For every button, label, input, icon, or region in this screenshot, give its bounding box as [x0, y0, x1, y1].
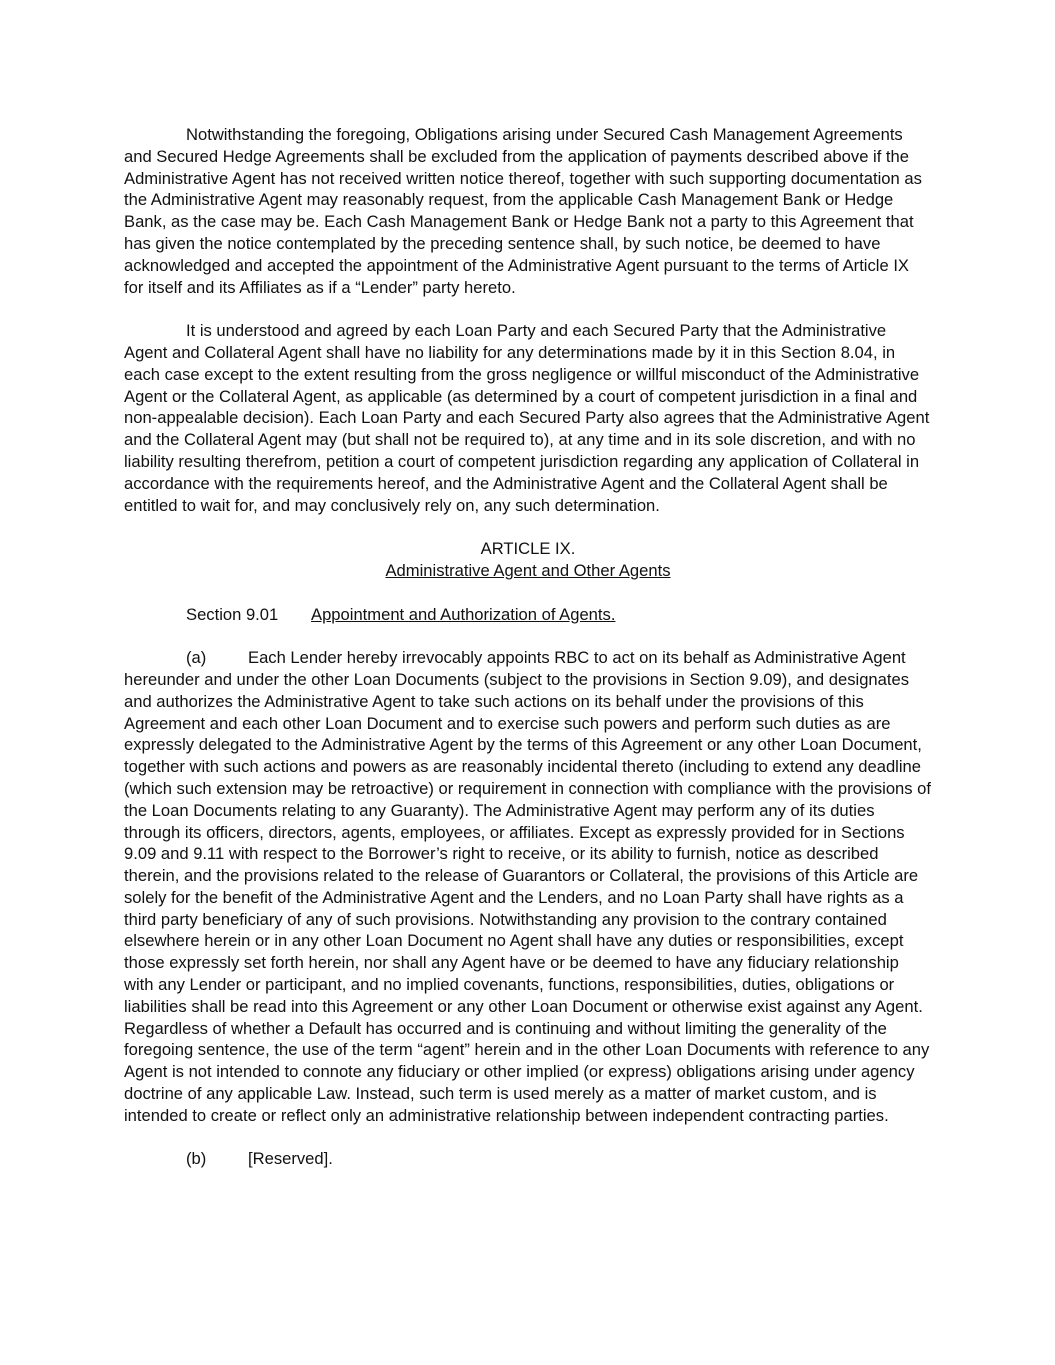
subsection-a [124, 647, 932, 1127]
subsection-b-label: (b) [186, 1149, 207, 1169]
subsection-a-text: Each Lender hereby irrevocably appoints RBC to act on its behalf as Administrative Agent hereunder and under the other Loan Documents (subject to the provisions in Section 9.09), and designates and authorizes the Administrative Agent to take such actions on its behalf under the provisions of this Agreement and each other Loan Document and to exercise such powers and perform such duties as are expressly delegated to the Administrative Agent by the terms of this Agreement or any other Loan Document, together with such actions and powers as are reasonably incidental thereto (including to extend any deadline (which such extension may be retroactive) or requirement in connection with compliance with the provisions of the Loan Documents relating to any Guaranty). The Administrative Agent may perform any of its duties through its officers, directors, agents, employees, or affiliates. Except as expressly provided for in Sections 9.09 and 9.11 with respect to the Borrower’s right to receive, or its ability to furnish, notice as described therein, and the provisions related to the release of Guarantors or Collateral, the provisions of this Article are solely for the benefit of the Administrative Agent and the Lenders, and no Loan Party shall have rights as a third party beneficiary of any of such provisions. Notwithstanding any provision to the contrary contained elsewhere herein or in any other Loan Document no Agent shall have any duties or responsibilities, except those expressly set forth herein, nor shall any Agent have or be deemed to have any fiduciary relationship with any Lender or participant, and no implied covenants, functions, responsibilities, duties, obligations or liabilities shall be read into this Agreement or any other Loan Document or otherwise exist against any Agent. Regardless of whether a Default has occurred and is continuing and without limiting the generality of the foregoing sentence, the use of the term “agent” herein and in the other Loan Documents with reference to any Agent is not intended to connote any fiduciary or other implied (or express) obligations arising under agency doctrine of any applicable Law. Instead, such term is used merely as a matter of market custom, and is intended to create or reflect only an administrative relationship between independent contracting parties. [124, 648, 932, 1125]
section-number: Section 9.01 [186, 604, 279, 624]
paragraph-hedge-obligations: Notwithstanding the foregoing, Obligations arising under Secured Cash Management Agreements and Secured Hedge Agreements shall be excluded from the application of payments described above if the Administrative Agent has not received written notice thereof, together with such supporting documentation as the Administrative Agent may reasonably request, from the applicable Cash Management Bank or Hedge Bank, as the case may be. Each Cash Management Bank or Hedge Bank not a party to this Agreement that has given the notice contemplated by the preceding sentence shall, by such notice, be deemed to have acknowledged and accepted the appointment of the Administrative Agent pursuant to the terms of Article IX for itself and its Affiliates as if a “Lender” party hereto. [124, 125, 922, 297]
subsection-b [124, 1148, 932, 1170]
section-title: Appointment and Authorization of Agents. [311, 604, 616, 624]
subsection-b-text: [Reserved]. [248, 1149, 333, 1169]
article-title [124, 560, 932, 582]
subsection-a-label: (a) [186, 648, 207, 668]
paragraph-no-liability: It is understood and agreed by each Loan Party and each Secured Party that the Administrative Agent and Collateral Agent shall have no liability for any determinations made by it in this Section 8.04, in each case except to the extent resulting from the gross negligence or willful misconduct of the Administrative Agent or the Collateral Agent, as applicable (as determined by a court of competent jurisdiction in a final and non-appealable decision). Each Loan Party and each Secured Party also agrees that the Administrative Agent and the Collateral Agent may (but shall not be required to), at any time and in its sole discretion, and with no liability resulting therefrom, petition a court of competent jurisdiction regarding any application of Collateral in accordance with the requirements hereof, and the Administrative Agent and the Collateral Agent shall be entitled to wait for, and may conclusively rely on, any such determination. [124, 321, 930, 515]
article-title-text: Administrative Agent and Other Agents [385, 560, 671, 580]
section-heading [124, 604, 932, 626]
article-heading: ARTICLE IX. [480, 539, 576, 559]
document-page [124, 124, 932, 1170]
